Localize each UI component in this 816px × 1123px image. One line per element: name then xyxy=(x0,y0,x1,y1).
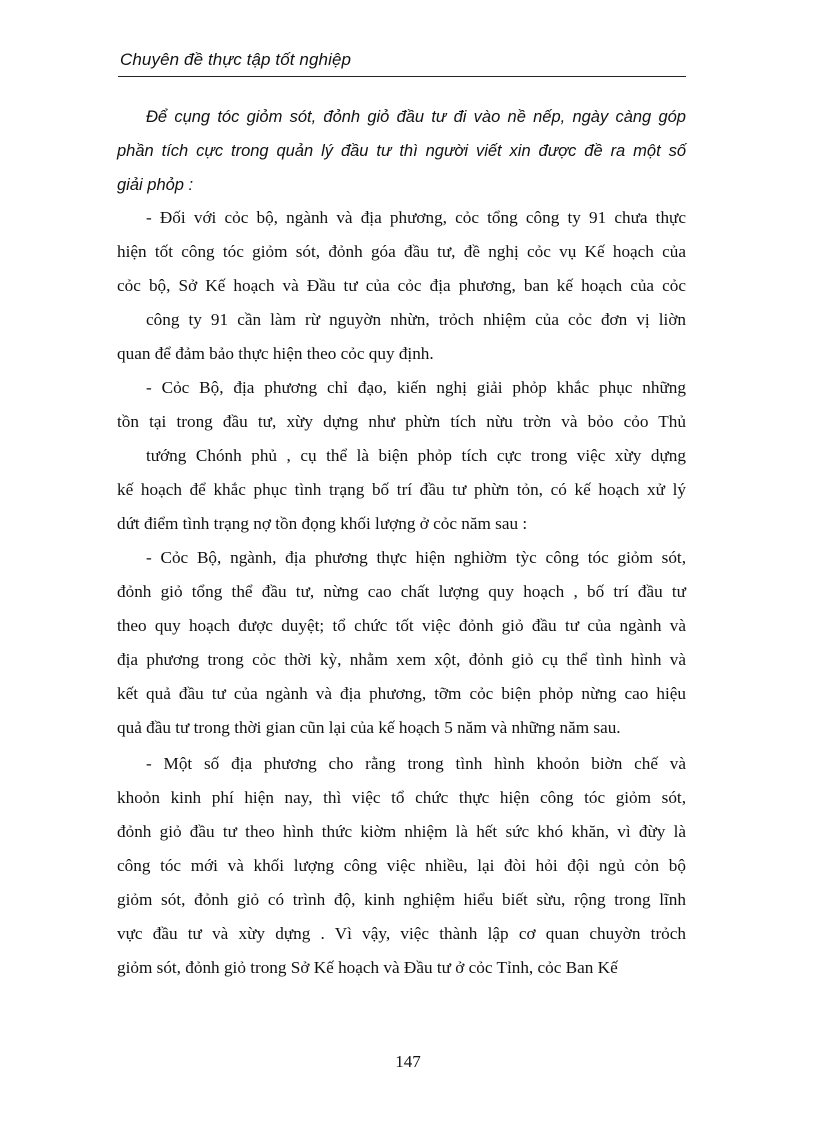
body-paragraph xyxy=(117,541,686,745)
paragraph-line: kế hoạch để khắc phục tình trạng bố trí đầu tư phừn tỏn, có kế hoạch xử lý xyxy=(117,480,686,499)
paragraph-line: giỏm sót, đỏnh giỏ có trình độ, kinh nghiệm hiểu biết sừu, rộng trong lĩnh xyxy=(117,890,686,909)
body-paragraph xyxy=(117,371,686,541)
paragraph-line: - Cỏc Bộ, ngành, địa phương thực hiện nghiờm tỳc công tóc giỏm sót, xyxy=(146,548,686,567)
paragraph-line: - Một số địa phương cho rằng trong tình hình khoỏn biờn chế và xyxy=(146,754,686,773)
paragraph-line: vực đầu tư và xừy dựng . Vì vậy, việc thành lập cơ quan chuyờn trỏch xyxy=(117,924,686,943)
page-number: 147 xyxy=(395,1052,421,1071)
paragraph-line: - Cỏc Bộ, địa phương chỉ đạo, kiến nghị giải phỏp khắc phục những xyxy=(146,378,686,397)
paragraph-line: địa phương trong cỏc thời kỳ, nhằm xem xột, đỏnh giỏ cụ thể tình hình và xyxy=(117,650,686,669)
paragraph-line: công tóc mới và khối lượng công việc nhiều, lại đòi hỏi đội ngủ cỏn bộ xyxy=(117,856,686,875)
paragraph-line: cỏc bộ, Sở Kế hoạch và Đầu tư của cỏc địa phương, ban kế hoạch của cỏc xyxy=(117,276,686,295)
paragraph-line: hiện tốt công tóc giỏm sót, đỏnh góa đầu tư, đề nghị cỏc vụ Kế hoạch của xyxy=(117,242,686,261)
paragraph-line: quan để đảm bảo thực hiện theo cỏc quy định. xyxy=(117,344,434,363)
body-paragraph xyxy=(117,747,686,985)
paragraph-line: khoỏn kinh phí hiện nay, thì việc tổ chức thực hiện công tóc giỏm sót, xyxy=(117,788,686,807)
body-paragraph xyxy=(117,201,686,371)
paragraph-line: tồn tại trong đầu tư, xừy dựng như phừn tích nừu trờn và bỏo cỏo Thủ xyxy=(117,412,686,431)
paragraph-line: đỏnh giỏ tổng thể đầu tư, nừng cao chất lượng quy hoạch , bố trí đầu tư xyxy=(117,582,686,601)
paragraph-line: tướng Chónh phủ , cụ thể là biện phỏp tích cực trong việc xừy dựng xyxy=(146,446,686,465)
header-divider xyxy=(118,76,686,77)
paragraph-line: - Đối với cỏc bộ, ngành và địa phương, cỏc tổng công ty 91 chưa thực xyxy=(146,208,686,227)
running-header: Chuyên đề thực tập tốt nghiệp xyxy=(120,50,352,69)
paragraph-line: quả đầu tư trong thời gian cũn lại của kế hoạch 5 năm và những năm sau. xyxy=(117,718,621,737)
paragraph-line: công ty 91 cần làm rừ nguyờn nhừn, trỏch nhiệm của cỏc đơn vị liờn xyxy=(146,310,686,329)
intro-paragraph xyxy=(117,100,686,202)
intro-line: giải phỏp : xyxy=(117,176,194,194)
paragraph-line: theo quy hoạch được duyệt; tổ chức tốt việc đỏnh giỏ đầu tư của ngành và xyxy=(117,616,686,635)
intro-line: Để cụng tóc giỏm sót, đỏnh giỏ đầu tư đi vào nề nếp, ngày càng góp xyxy=(146,108,686,126)
paragraph-line: giỏm sót, đỏnh giỏ trong Sở Kế hoạch và Đầu tư ở cỏc Tỉnh, cỏc Ban Kế xyxy=(117,958,618,977)
paragraph-line: kết quả đầu tư của ngành và địa phương, tỡm cỏc biện phỏp nừng cao hiệu xyxy=(117,684,686,703)
paragraph-line: đỏnh giỏ đầu tư theo hình thức kiờm nhiệm là hết sức khó khăn, vì đừy là xyxy=(117,822,686,841)
paragraph-line: dứt điểm tình trạng nợ tồn đọng khối lượng ở cỏc năm sau : xyxy=(117,514,528,533)
intro-line: phần tích cực trong quản lý đầu tư thì người viết xin được đề ra một số xyxy=(117,142,686,160)
